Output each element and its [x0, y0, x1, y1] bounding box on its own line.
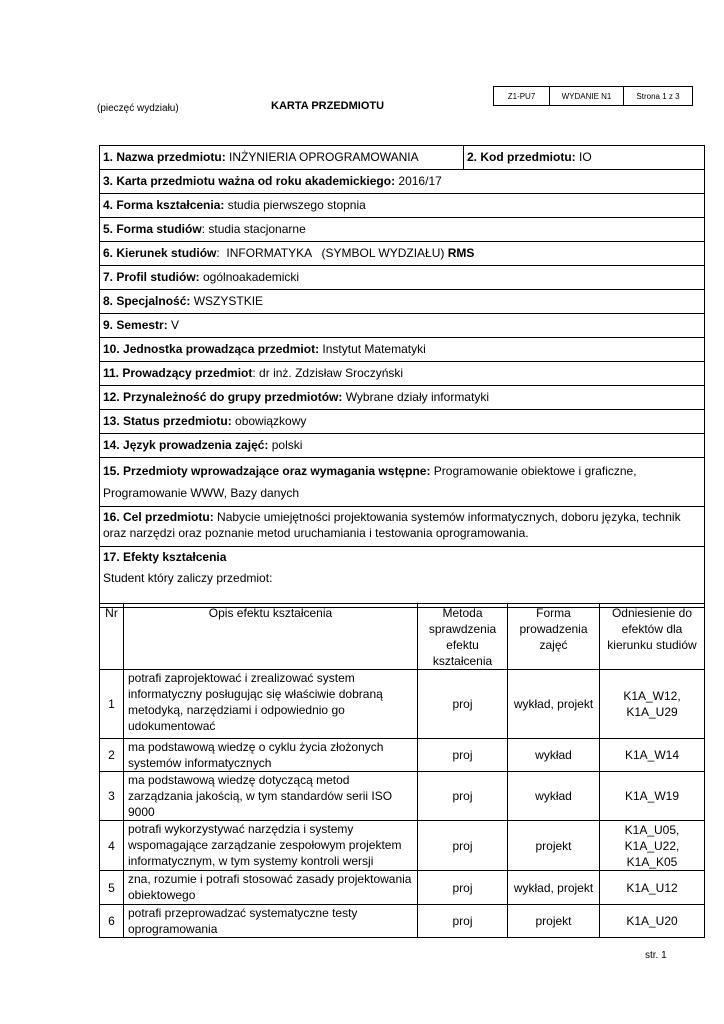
table-row [100, 821, 705, 871]
document-header-box [493, 86, 693, 106]
semester-label: 9. Semestr: [103, 318, 168, 332]
unit-value: Instytut Matematyki [319, 342, 426, 356]
course-code-cell [464, 146, 705, 170]
field-of-study-label: 6. Kierunek studiów [103, 246, 217, 260]
course-group-cell [100, 386, 705, 410]
outcome-reference: K1A_U12 [600, 871, 705, 905]
learning-outcomes-intro: Student który zaliczy przedmiot: [103, 571, 273, 585]
study-form-cell [100, 218, 705, 242]
class-form: wykład, projekt [508, 670, 600, 739]
form-code: Z1-PU7 [494, 87, 550, 105]
course-status-cell [100, 410, 705, 434]
column-header-method: Metoda sprawdzenia efektu kształcenia [418, 604, 508, 670]
row-number: 3 [100, 772, 124, 821]
verification-method: proj [418, 905, 508, 938]
outcome-reference: K1A_W19 [600, 772, 705, 821]
learning-outcomes-label: 17. Efekty kształcenia [103, 550, 227, 564]
course-name-value: INŻYNIERIA OPROGRAMOWANIA [225, 150, 419, 164]
outcome-reference: K1A_U05, K1A_U22, K1A_K05 [600, 821, 705, 871]
course-status-value: obowiązkowy [231, 414, 307, 428]
column-header-form: Forma prowadzenia zajęć [508, 604, 600, 670]
outcome-reference: K1A_U20 [600, 905, 705, 938]
course-info-table [99, 145, 705, 608]
study-form-value: : studia stacjonarne [201, 222, 306, 236]
prerequisites-value: Programowanie obiektowe i graficzne, [430, 464, 637, 478]
unit-cell [100, 338, 705, 362]
row-number: 4 [100, 821, 124, 871]
semester-value: V [167, 318, 180, 332]
field-of-study-cell [100, 242, 705, 266]
specialty-cell [100, 290, 705, 314]
class-form: wykład [508, 772, 600, 821]
outcome-description: potrafi wykorzystywać narzędzia i systemy wspomagające zarządzanie zespołowym projektem informatycznym, w tym systemy kontroli wersji [124, 821, 418, 871]
education-form-value: studia pierwszego stopnia [224, 198, 366, 212]
prerequisites-label: 15. Przedmioty wprowadzające oraz wymagania wstępne: [103, 464, 431, 478]
lecturer-label: 11. Prowadzący przedmiot [103, 366, 253, 380]
page-number: str. 1 [645, 950, 667, 961]
outcome-description: zna, rozumie i potrafi stosować zasady projektowania obiektowego [124, 871, 418, 905]
course-status-label: 13. Status przedmiotu: [103, 414, 232, 428]
specialty-value: WSZYSTKIE [190, 294, 264, 308]
table-row [100, 905, 705, 938]
column-header-reference: Odniesienie do efektów dla kierunku studiów [600, 604, 705, 670]
verification-method: proj [418, 670, 508, 739]
course-name-label: 1. Nazwa przedmiotu: [103, 150, 226, 164]
row-number: 1 [100, 670, 124, 739]
faculty-symbol: RMS [447, 246, 475, 260]
verification-method: proj [418, 871, 508, 905]
outcome-description: ma podstawową wiedzę o cyklu życia złożonych systemów informatycznych [124, 739, 418, 772]
verification-method: proj [418, 739, 508, 772]
row-number: 5 [100, 871, 124, 905]
outcome-description: potrafi przeprowadzać systematyczne testy oprogramowania [124, 905, 418, 938]
lecturer-value: : dr inż. Zdzisław Sroczyński [252, 366, 404, 380]
learning-outcomes-table [99, 603, 705, 938]
outcome-description: ma podstawową wiedzę dotyczącą metod zarządzania jakością, w tym standardów serii ISO 9000 [124, 772, 418, 821]
course-code-value: IO [575, 150, 592, 164]
outcome-description: potrafi zaprojektować i zrealizować system informatyczny posługując się właściwie dobraną metodyką, narzędziami i odpowiednio go udokumentować [124, 670, 418, 739]
education-form-cell [100, 194, 705, 218]
specialty-label: 8. Specjalność: [103, 294, 191, 308]
edition-label: WYDANIE N1 [550, 87, 624, 105]
faculty-stamp-label: (pieczęć wydziału) [97, 103, 179, 114]
course-goal-value: Nabycie umiejętności projektowania systemów informatycznych, doboru języka, technik oraz narzędzi oraz poznanie metod uruchamiania i testowania oprogramowania. [103, 510, 681, 540]
class-form: projekt [508, 821, 600, 871]
table-row [100, 739, 705, 772]
table-row [100, 772, 705, 821]
outcome-reference: K1A_W12, K1A_U29 [600, 670, 705, 739]
table-row [100, 871, 705, 905]
language-value: polski [268, 438, 303, 452]
column-header-description: Opis efektu kształcenia [124, 604, 418, 670]
course-code-label: 2. Kod przedmiotu: [467, 150, 576, 164]
course-name-cell [100, 146, 464, 170]
row-number: 2 [100, 739, 124, 772]
field-of-study-value: : INFORMATYKA (SYMBOL WYDZIAŁU) [216, 246, 448, 260]
lecturer-cell [100, 362, 705, 386]
verification-method: proj [418, 772, 508, 821]
study-profile-label: 7. Profil studiów: [103, 270, 200, 284]
prerequisites-value-line2: Programowanie WWW, Bazy danych [103, 486, 300, 500]
learning-outcomes-cell [100, 547, 705, 608]
academic-year-value: 2016/17 [395, 174, 442, 188]
course-group-label: 12. Przynależność do grupy przedmiotów: [103, 390, 343, 404]
page-indicator: Strona 1 z 3 [636, 91, 680, 101]
language-cell [100, 434, 705, 458]
academic-year-label: 3. Karta przedmiotu ważna od roku akademickiego: [103, 174, 396, 188]
verification-method: proj [418, 821, 508, 871]
semester-cell [100, 314, 705, 338]
page-title: KARTA PRZEDMIOTU [271, 100, 385, 112]
table-row [100, 670, 705, 739]
class-form: wykład, projekt [508, 871, 600, 905]
study-form-label: 5. Forma studiów [103, 222, 202, 236]
row-number: 6 [100, 905, 124, 938]
academic-year-cell [100, 170, 705, 194]
education-form-label: 4. Forma kształcenia: [103, 198, 225, 212]
outcome-reference: K1A_W14 [600, 739, 705, 772]
class-form: projekt [508, 905, 600, 938]
language-label: 14. Język prowadzenia zajęć: [103, 438, 269, 452]
prerequisites-cell [100, 458, 705, 507]
study-profile-cell [100, 266, 705, 290]
unit-label: 10. Jednostka prowadząca przedmiot: [103, 342, 320, 356]
course-goal-cell [100, 507, 705, 547]
class-form: wykład [508, 739, 600, 772]
column-header-nr: Nr [100, 604, 124, 670]
study-profile-value: ogólnoakademicki [199, 270, 300, 284]
course-group-value: Wybrane działy informatyki [342, 390, 489, 404]
course-goal-label: 16. Cel przedmiotu: [103, 510, 214, 524]
